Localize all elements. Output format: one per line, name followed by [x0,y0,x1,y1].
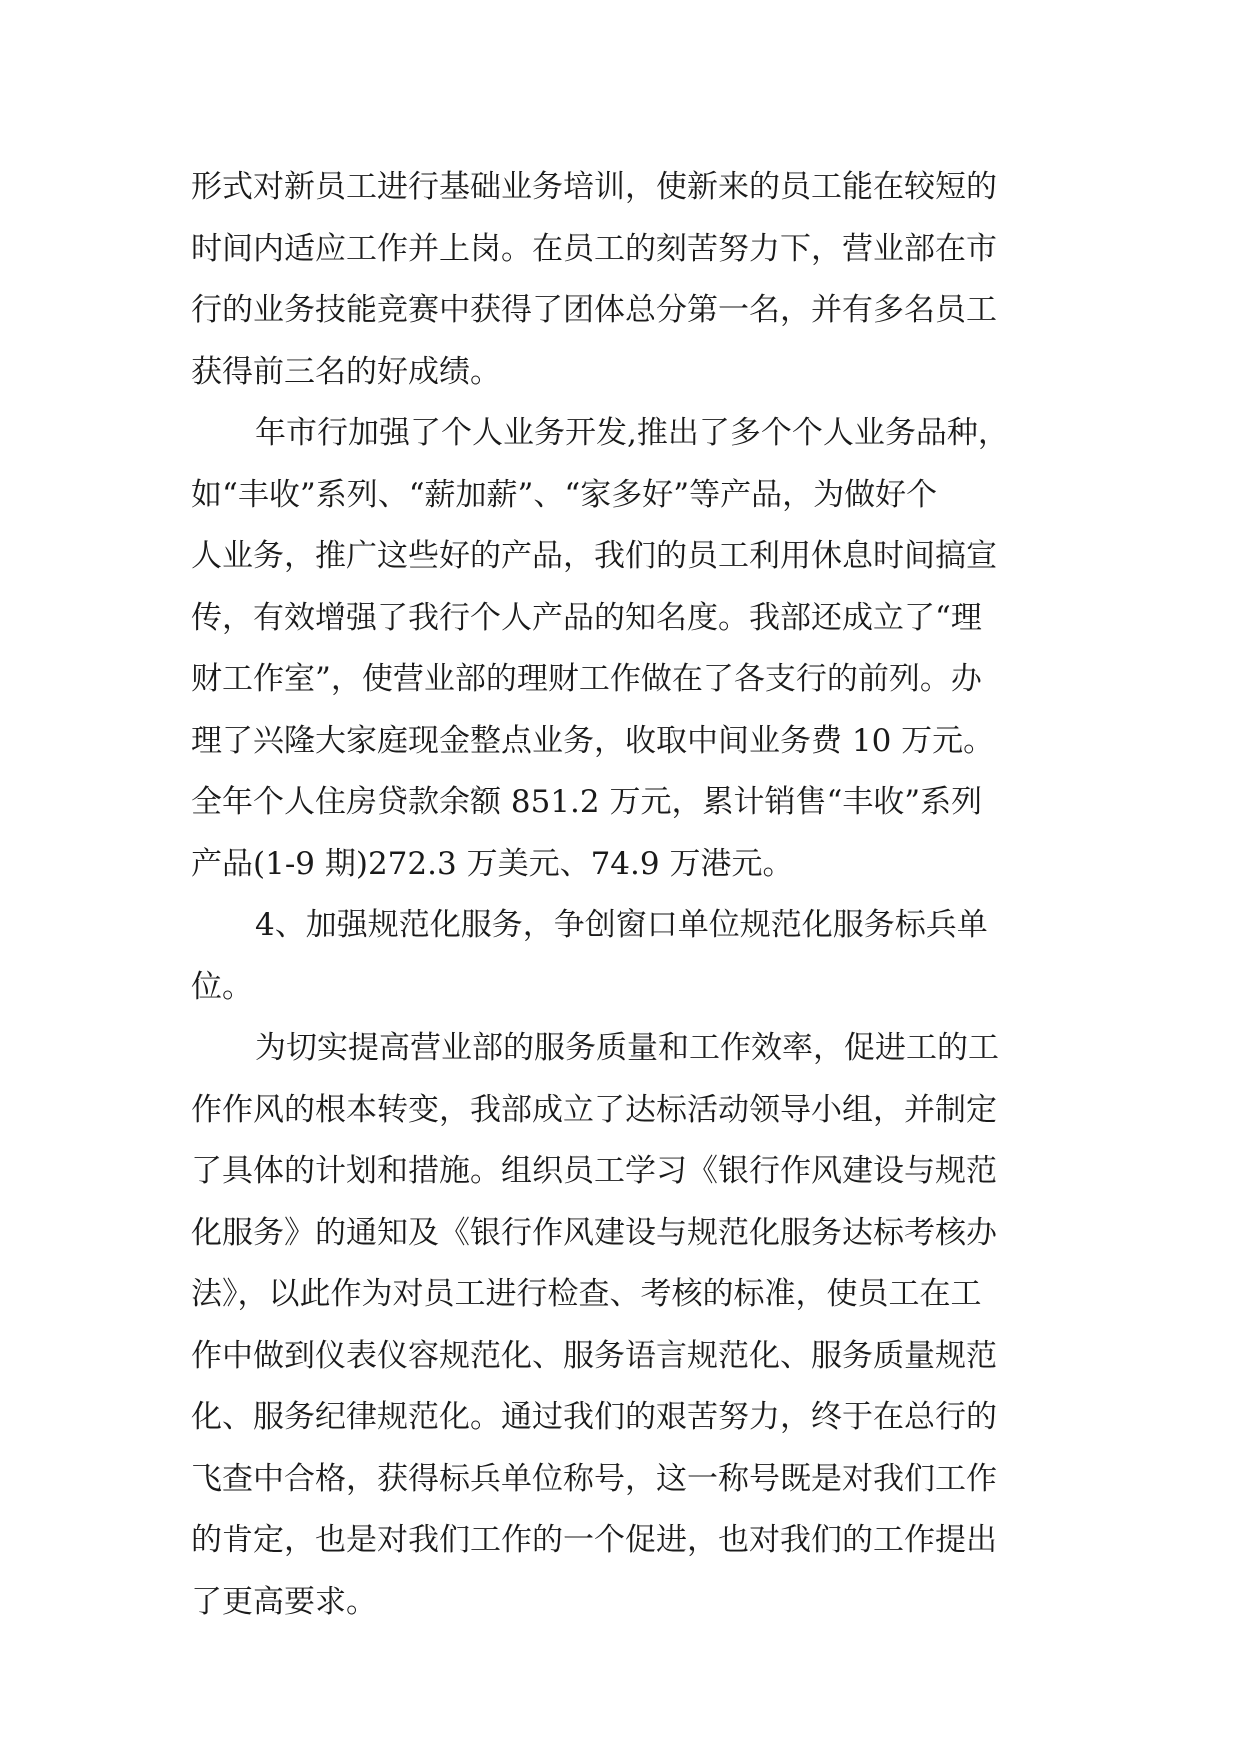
text-line: 作作风的根本转变，我部成立了达标活动领导小组，并制定 [191,1091,997,1128]
text-line: 财工作室”，使营业部的理财工作做在了各支行的前列。办 [191,661,982,697]
text-line: 产品(1-9 期)272.3 万美元、74.9 万港元。 [191,845,794,882]
text-line: 形式对新员工进行基础业务培训，使新来的员工能在较短的 [191,169,997,205]
text-line: 化、服务纪律规范化。通过我们的艰苦努力，终于在总行的 [191,1399,997,1435]
text-line: 时间内适应工作并上岗。在员工的刻苦努力下，营业部在市 [191,230,997,267]
text-line: 理了兴隆大家庭现金整点业务，收取中间业务费 10 万元。 [191,722,995,759]
section-heading: 4、加强规范化服务，争创窗口单位规范化服务标兵单 [255,907,988,943]
text-line: 的肯定，也是对我们工作的一个促进，也对我们的工作提出 [191,1522,997,1558]
text-line: 法》，以此作为对员工进行检查、考核的标准，使员工在工 [191,1276,982,1312]
text-line: 传，有效增强了我行个人产品的知名度。我部还成立了“理 [191,599,982,636]
paragraph-first-line: 年市行加强了个人业务开发,推出了多个个人业务品种， [255,415,1009,451]
section-heading-continued: 位。 [191,968,253,1005]
text-line: 了具体的计划和措施。组织员工学习《银行作风建设与规范 [191,1153,997,1189]
document-body [191,157,1051,1633]
text-line: 了更高要求。 [191,1583,377,1620]
text-line: 全年个人住房贷款余额 851.2 万元，累计销售“丰收”系列 [191,784,983,820]
text-line: 作中做到仪表仪容规范化、服务语言规范化、服务质量规范 [191,1337,997,1374]
paragraph-first-line: 为切实提高营业部的服务质量和工作效率，促进工的工 [255,1030,999,1066]
text-line: 行的业务技能竞赛中获得了团体总分第一名，并有多名员工 [191,292,997,328]
text-line: 化服务》的通知及《银行作风建设与规范化服务达标考核办 [191,1214,997,1251]
text-line: 如“丰收”系列、“薪加薪”、“家多好”等产品，为做好个 [191,476,938,513]
text-line: 飞查中合格，获得标兵单位称号，这一称号既是对我们工作 [191,1460,997,1497]
text-line: 人业务，推广这些好的产品，我们的员工利用休息时间搞宣 [191,538,997,574]
text-line: 获得前三名的好成绩。 [191,353,501,390]
